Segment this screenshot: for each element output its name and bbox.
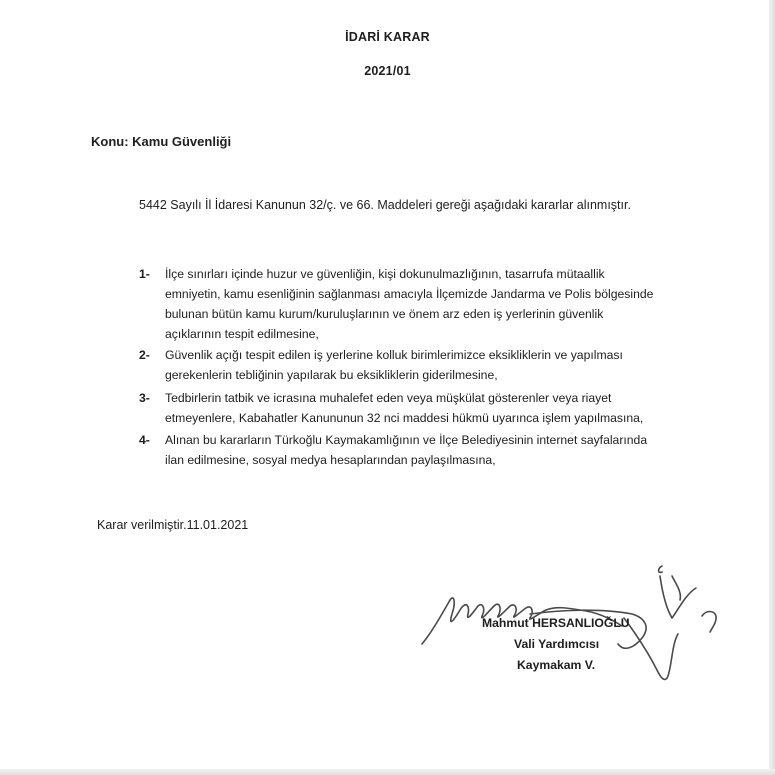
page-edge-bottom	[0, 769, 775, 775]
intro-paragraph: 5442 Sayılı İl İdaresi Kanunun 32/ç. ve 66. Maddeleri gereği aşağıdaki kararlar alınmıştır.	[139, 198, 631, 212]
decision-line: emniyetin, kamu esenliğinin sağlanması amacıyla İlçemizde Jandarma ve Polis bölgesinde	[165, 287, 654, 301]
decision-number: 2021/01	[364, 64, 411, 78]
decision-number-label: 4-	[139, 433, 150, 447]
decision-text	[165, 430, 691, 470]
decision-line: Tedbirlerin tatbik ve icrasına muhalefet eden veya müşkülat gösterenler veya riayet	[165, 391, 612, 405]
decision-line: gerekenlerin tebliğinin yapılarak bu eksikliklerin giderilmesine,	[165, 368, 498, 382]
subject-line: Konu: Kamu Güvenliği	[91, 134, 232, 149]
decision-text	[165, 345, 691, 385]
signatory-name: Mahmut HERSANLIOĞLU	[482, 616, 630, 630]
decision-number-label: 2-	[139, 348, 150, 362]
signatory-title: Vali Yardımcısı	[514, 637, 600, 651]
signatory-role: Kaymakam V.	[517, 658, 596, 672]
decision-line: ilan edilmesine, sosyal medya hesaplarından paylaşılmasına,	[165, 453, 496, 467]
closing-line: Karar verilmiştir.11.01.2021	[97, 518, 249, 532]
decision-line: etmeyenlere, Kabahatler Kanununun 32 nci maddesi hükmü uyarınca işlem yapılmasına,	[165, 411, 644, 425]
decision-line: Alınan bu kararların Türkoğlu Kaymakamlığının ve İlçe Belediyesinin internet sayfalarında	[165, 433, 648, 447]
document-title: İDARİ KARAR	[345, 30, 430, 44]
decision-number-label: 3-	[139, 391, 150, 405]
page-edge-right	[769, 0, 775, 775]
decision-line: bulunan bütün kamu kurum/kuruluşlarının ve önem arz eden iş yerlerinin güvenlik	[165, 307, 604, 321]
decision-line: İlçe sınırları içinde huzur ve güvenliğin, kişi dokunulmazlığının, tasarrufa mütaallik	[165, 267, 605, 281]
decision-text	[165, 264, 691, 344]
decision-number-label: 1-	[139, 267, 150, 281]
decision-line: Güvenlik açığı tespit edilen iş yerlerine kolluk birimlerimizce eksikliklerin ve yapılması	[165, 348, 623, 362]
decision-text	[165, 388, 691, 428]
decision-line: açıklarının tespit edilmesine,	[165, 327, 319, 341]
